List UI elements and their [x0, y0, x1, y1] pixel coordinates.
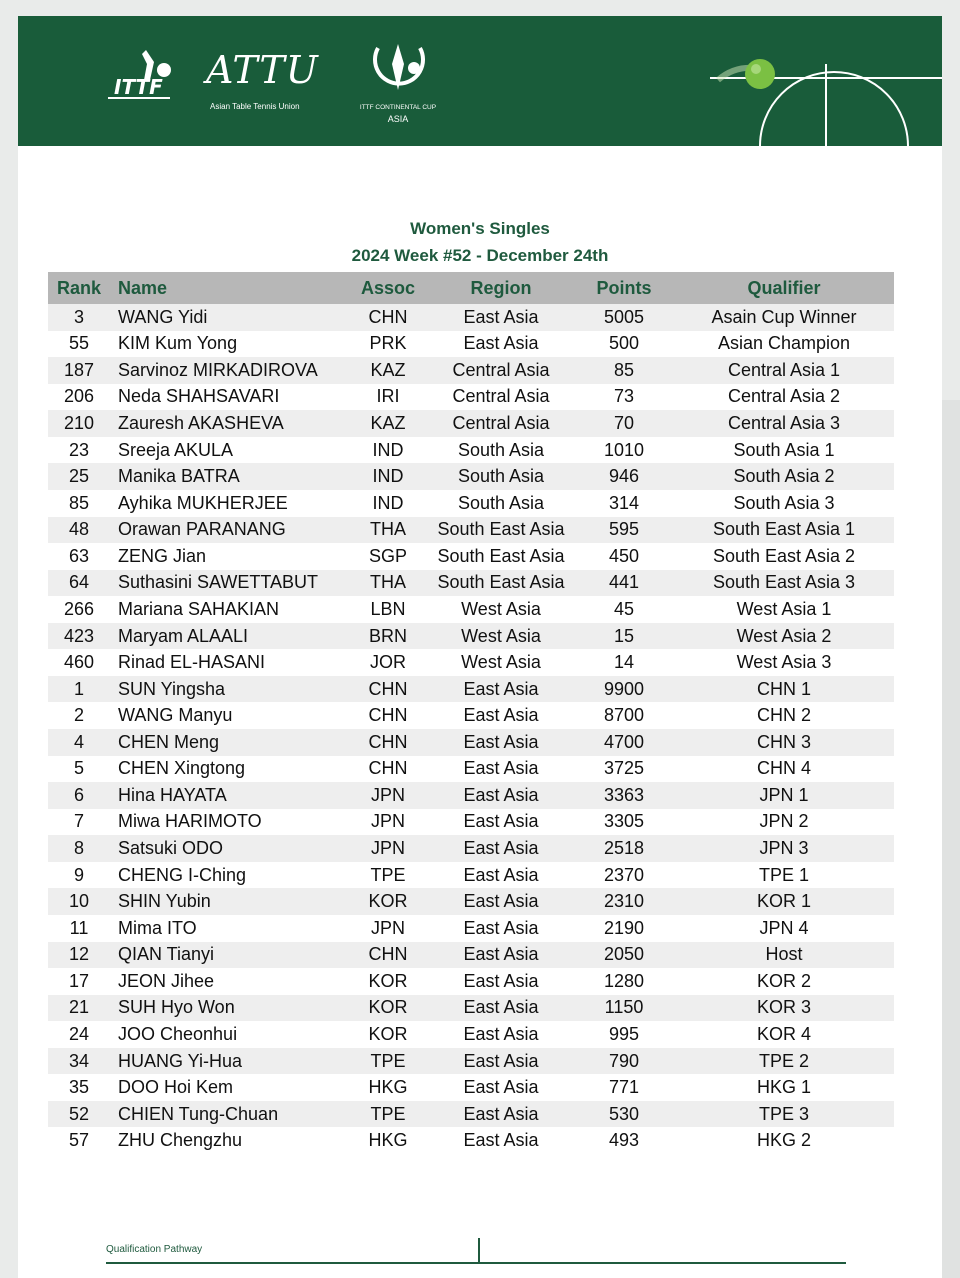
- cell-qualifier: South East Asia 1: [674, 517, 894, 544]
- table-row: [48, 676, 894, 703]
- cell-assoc: KOR: [368, 1023, 408, 1044]
- cell-region: East Asia: [463, 970, 539, 991]
- table-row: [48, 756, 894, 783]
- cell-assoc: KAZ: [348, 410, 428, 437]
- cell-assoc: KOR: [368, 970, 408, 991]
- cell-points: 70: [574, 410, 674, 437]
- cell-qualifier: CHN 3: [674, 729, 894, 756]
- cell-region: East Asia: [463, 1077, 539, 1098]
- table-row: [48, 649, 894, 676]
- cell-qualifier: Central Asia 2: [727, 386, 841, 407]
- cell-points: 3363: [574, 782, 674, 809]
- cell-qualifier: JPN 2: [759, 811, 809, 832]
- cell-region: East Asia: [428, 1101, 574, 1128]
- cell-rank: 57: [68, 1130, 90, 1151]
- cell-assoc: SGP: [368, 545, 407, 566]
- cup-region: ASIA: [387, 114, 409, 124]
- cell-region: South East Asia: [437, 545, 565, 566]
- cell-qualifier: JPN 3: [674, 835, 894, 862]
- cell-assoc: IND: [372, 492, 404, 513]
- cell-points: 2310: [574, 888, 674, 915]
- cell-name: ZHU Chengzhu: [118, 1130, 243, 1151]
- cell-points: 441: [574, 570, 674, 597]
- cell-region: East Asia: [428, 942, 574, 969]
- cell-name: Zauresh AKASHEVA: [110, 410, 348, 437]
- cell-rank: 4: [48, 729, 110, 756]
- cell-qualifier: JPN 4: [759, 917, 809, 938]
- table-row: [48, 1074, 894, 1101]
- cell-qualifier: South East Asia 3: [674, 570, 894, 597]
- cell-qualifier: CHN 1: [674, 676, 894, 703]
- table-row: [48, 596, 894, 623]
- header-qualifier: Qualifier: [674, 272, 894, 304]
- cell-points: 995: [608, 1023, 640, 1044]
- cell-points: 1280: [603, 970, 645, 991]
- cell-assoc: TPE: [370, 864, 406, 885]
- cell-assoc: JPN: [348, 782, 428, 809]
- cell-name: ZENG Jian: [118, 545, 207, 566]
- cell-name: Mariana SAHAKIAN: [118, 598, 280, 619]
- cell-qualifier: KOR 3: [674, 995, 894, 1022]
- cell-assoc: TPE: [348, 1048, 428, 1075]
- table-row: [48, 942, 894, 969]
- cell-points: 3725: [603, 758, 645, 779]
- cell-qualifier: South East Asia 2: [712, 545, 856, 566]
- cup-subtitle: ITTF CONTINENTAL CUP: [359, 104, 437, 111]
- cell-assoc: IND: [372, 439, 404, 460]
- cell-assoc: KOR: [348, 995, 428, 1022]
- cell-points: 771: [608, 1077, 640, 1098]
- cell-region: East Asia: [463, 917, 539, 938]
- table-row: [48, 835, 894, 862]
- cell-assoc: JPN: [370, 917, 405, 938]
- cell-name: SUN Yingsha: [110, 676, 348, 703]
- cell-region: East Asia: [428, 676, 574, 703]
- cell-points: 500: [608, 333, 640, 354]
- header-assoc: Assoc: [348, 272, 428, 304]
- cell-assoc: THA: [348, 517, 428, 544]
- cell-region: Central Asia: [452, 386, 550, 407]
- cell-name: CHENG I-Ching: [118, 864, 247, 885]
- document-sheet: [18, 16, 942, 1278]
- cell-points: 1010: [603, 439, 645, 460]
- cell-name: HUANG Yi-Hua: [110, 1048, 348, 1075]
- cell-qualifier: West Asia 3: [736, 652, 832, 673]
- table-row: [48, 384, 894, 411]
- table-row: [48, 304, 894, 331]
- cell-qualifier: Asain Cup Winner: [674, 304, 894, 331]
- cell-name: SUH Hyo Won: [110, 995, 348, 1022]
- cell-name: Mima ITO: [118, 917, 197, 938]
- cell-rank: 21: [48, 995, 110, 1022]
- cell-assoc: IND: [348, 463, 428, 490]
- ittf-logo-text: ITTF: [114, 75, 163, 99]
- cell-name: Ayhika MUKHERJEE: [118, 492, 288, 513]
- cell-region: East Asia: [428, 835, 574, 862]
- cell-rank: 25: [48, 463, 110, 490]
- table-row: [48, 463, 894, 490]
- cell-rank: 24: [68, 1023, 90, 1044]
- cell-points: 595: [574, 517, 674, 544]
- cell-name: KIM Kum Yong: [118, 333, 238, 354]
- cell-points: 1150: [574, 995, 674, 1022]
- table-row: [48, 968, 894, 995]
- cell-assoc: KAZ: [348, 357, 428, 384]
- cell-region: West Asia: [428, 623, 574, 650]
- cell-rank: 12: [48, 942, 110, 969]
- cell-rank: 6: [48, 782, 110, 809]
- header-region: Region: [428, 272, 574, 304]
- cell-points: 2050: [574, 942, 674, 969]
- cell-qualifier: CHN 2: [756, 705, 811, 726]
- cell-rank: 52: [48, 1101, 110, 1128]
- cell-qualifier: Central Asia 3: [674, 410, 894, 437]
- cell-qualifier: Asian Champion: [717, 333, 851, 354]
- cell-points: 9900: [574, 676, 674, 703]
- cell-qualifier: Central Asia 1: [674, 357, 894, 384]
- cell-rank: 5: [73, 758, 84, 779]
- cell-name: Miwa HARIMOTO: [118, 811, 262, 832]
- cell-rank: 11: [69, 917, 89, 938]
- cell-region: East Asia: [428, 888, 574, 915]
- table-row: [48, 888, 894, 915]
- cell-rank: 34: [48, 1048, 110, 1075]
- table-row: [48, 782, 894, 809]
- cell-region: East Asia: [463, 864, 539, 885]
- cell-assoc: CHN: [348, 942, 428, 969]
- cell-name: Suthasini SAWETTABUT: [110, 570, 348, 597]
- cell-region: West Asia: [461, 598, 541, 619]
- page-subtitle: 2024 Week #52 - December 24th: [351, 246, 609, 265]
- cell-name: SHIN Yubin: [110, 888, 348, 915]
- table-row: [48, 357, 894, 384]
- cell-region: East Asia: [463, 705, 539, 726]
- table-row: [48, 1021, 894, 1048]
- cell-assoc: JPN: [348, 835, 428, 862]
- cell-name: CHEN Meng: [110, 729, 348, 756]
- cell-qualifier: KOR 4: [756, 1023, 812, 1044]
- header-name: Name: [110, 272, 348, 304]
- cell-rank: 1: [48, 676, 110, 703]
- cell-points: 15: [574, 623, 674, 650]
- cell-assoc: PRK: [369, 333, 407, 354]
- continental-cup-logo: [348, 38, 448, 128]
- footer-divider: [478, 1238, 480, 1264]
- cell-qualifier: Host: [674, 942, 894, 969]
- cell-assoc: CHN: [368, 705, 408, 726]
- table-row: [48, 729, 894, 756]
- header-banner: [18, 16, 942, 146]
- cell-name: DOO Hoi Kem: [118, 1077, 234, 1098]
- table-row: [48, 331, 894, 358]
- table-row: [48, 543, 894, 570]
- page-title: Women's Singles: [410, 219, 550, 238]
- cell-region: South East Asia: [428, 517, 574, 544]
- cell-points: 2370: [603, 864, 645, 885]
- cell-name: Sreeja AKULA: [118, 439, 234, 460]
- cell-rank: 48: [48, 517, 110, 544]
- table-header-row: [48, 272, 894, 304]
- cell-assoc: HKG: [368, 1130, 408, 1151]
- table-row: [48, 862, 894, 889]
- cell-rank: 35: [68, 1077, 90, 1098]
- header-rank: Rank: [48, 272, 110, 304]
- table-row: [48, 490, 894, 517]
- cell-region: East Asia: [463, 758, 539, 779]
- cell-qualifier: KOR 1: [674, 888, 894, 915]
- cell-qualifier: TPE 2: [674, 1048, 894, 1075]
- cell-region: South East Asia: [428, 570, 574, 597]
- cell-name: CHIEN Tung-Chuan: [110, 1101, 348, 1128]
- cell-rank: 10: [48, 888, 110, 915]
- cell-qualifier: West Asia 2: [674, 623, 894, 650]
- cell-rank: 64: [48, 570, 110, 597]
- table-row: [48, 1127, 894, 1154]
- cell-qualifier: JPN 1: [674, 782, 894, 809]
- cell-rank: 210: [48, 410, 110, 437]
- cell-points: 2518: [574, 835, 674, 862]
- cell-assoc: JOR: [370, 652, 406, 673]
- attu-subtitle: Asian Table Tennis Union: [210, 102, 300, 111]
- cell-qualifier: HKG 1: [756, 1077, 812, 1098]
- cell-name: JOO Cheonhui: [118, 1023, 238, 1044]
- ittf-logo: [104, 46, 176, 116]
- cell-qualifier: TPE 1: [758, 864, 810, 885]
- cell-assoc: TPE: [348, 1101, 428, 1128]
- cell-points: 450: [608, 545, 640, 566]
- cell-qualifier: TPE 3: [674, 1101, 894, 1128]
- table-tennis-ball-icon: [698, 16, 942, 146]
- page-edge: [942, 400, 960, 1278]
- cell-assoc: CHN: [348, 304, 428, 331]
- cell-rank: 7: [73, 811, 84, 832]
- cell-assoc: CHN: [368, 758, 408, 779]
- table-row: [48, 1048, 894, 1075]
- cell-name: Neda SHAHSAVARI: [118, 386, 280, 407]
- cell-qualifier: KOR 2: [756, 970, 812, 991]
- cell-points: 530: [574, 1101, 674, 1128]
- cell-region: East Asia: [428, 995, 574, 1022]
- cell-name: Hina HAYATA: [110, 782, 348, 809]
- cell-rank: 3: [48, 304, 110, 331]
- cell-rank: 206: [63, 386, 95, 407]
- cell-points: 790: [574, 1048, 674, 1075]
- cell-name: JEON Jihee: [118, 970, 215, 991]
- table-row: [48, 702, 894, 729]
- cell-rank: 8: [48, 835, 110, 862]
- attu-wordmark: ATTU: [206, 48, 319, 92]
- table-row: [48, 809, 894, 836]
- cell-points: 493: [608, 1130, 640, 1151]
- cell-name: Maryam ALAALI: [110, 623, 348, 650]
- cell-assoc: KOR: [348, 888, 428, 915]
- cell-name: Rinad EL-HASANI: [118, 652, 266, 673]
- cell-assoc: CHN: [348, 729, 428, 756]
- table-row: [48, 517, 894, 544]
- cell-rank: 460: [63, 652, 95, 673]
- cell-qualifier: South Asia 1: [733, 439, 835, 460]
- cell-rank: 17: [68, 970, 90, 991]
- cell-assoc: HKG: [368, 1077, 408, 1098]
- cell-qualifier: West Asia 1: [736, 598, 832, 619]
- cell-qualifier: South Asia 2: [674, 463, 894, 490]
- cell-assoc: THA: [348, 570, 428, 597]
- cell-region: East Asia: [463, 1130, 539, 1151]
- cell-points: 8700: [603, 705, 645, 726]
- table-row: [48, 995, 894, 1022]
- cell-rank: 266: [63, 598, 95, 619]
- cell-rank: 63: [68, 545, 90, 566]
- cell-points: 2190: [603, 917, 645, 938]
- table-row: [48, 410, 894, 437]
- cell-region: East Asia: [428, 1048, 574, 1075]
- cell-qualifier: CHN 4: [756, 758, 811, 779]
- cell-region: Central Asia: [428, 410, 574, 437]
- rankings-table: [48, 272, 894, 1154]
- cell-rank: 55: [68, 333, 90, 354]
- cell-name: Satsuki ODO: [110, 835, 348, 862]
- cell-region: Central Asia: [428, 357, 574, 384]
- cell-region: East Asia: [428, 782, 574, 809]
- cell-region: South Asia: [428, 463, 574, 490]
- cell-name: Sarvinoz MIRKADIROVA: [110, 357, 348, 384]
- cell-points: 946: [574, 463, 674, 490]
- cell-name: QIAN Tianyi: [110, 942, 348, 969]
- cell-region: East Asia: [428, 304, 574, 331]
- cell-points: 14: [613, 652, 635, 673]
- table-row: [48, 570, 894, 597]
- cell-region: South Asia: [457, 492, 545, 513]
- cell-name: CHEN Xingtong: [118, 758, 246, 779]
- cell-region: West Asia: [461, 652, 541, 673]
- cell-points: 5005: [574, 304, 674, 331]
- table-row: [48, 437, 894, 464]
- cell-points: 73: [613, 386, 635, 407]
- cell-rank: 2: [73, 705, 84, 726]
- cell-rank: 23: [68, 439, 90, 460]
- cell-region: East Asia: [463, 1023, 539, 1044]
- footer-rule: [106, 1262, 846, 1264]
- cell-region: East Asia: [463, 333, 539, 354]
- cell-region: East Asia: [428, 729, 574, 756]
- header-points: Points: [574, 272, 674, 304]
- table-row: [48, 1101, 894, 1128]
- cell-region: South Asia: [457, 439, 545, 460]
- cell-qualifier: HKG 2: [756, 1130, 812, 1151]
- cell-assoc: BRN: [348, 623, 428, 650]
- cell-qualifier: South Asia 3: [733, 492, 835, 513]
- cell-points: 45: [613, 598, 635, 619]
- attu-logo: [196, 48, 346, 116]
- cell-name: WANG Yidi: [110, 304, 348, 331]
- cell-rank: 9: [73, 864, 84, 885]
- cell-rank: 85: [68, 492, 90, 513]
- cell-name: Orawan PARANANG: [110, 517, 348, 544]
- cell-points: 85: [574, 357, 674, 384]
- cell-points: 314: [608, 492, 640, 513]
- cell-rank: 423: [48, 623, 110, 650]
- table-row: [48, 915, 894, 942]
- cell-points: 3305: [603, 811, 645, 832]
- table-row: [48, 623, 894, 650]
- cell-assoc: CHN: [348, 676, 428, 703]
- cell-points: 4700: [574, 729, 674, 756]
- cell-assoc: IRI: [376, 386, 400, 407]
- cell-name: Manika BATRA: [110, 463, 348, 490]
- footer-label: Qualification Pathway: [106, 1244, 203, 1255]
- cell-name: WANG Manyu: [118, 705, 233, 726]
- cell-rank: 187: [48, 357, 110, 384]
- cell-assoc: JPN: [370, 811, 405, 832]
- cell-region: East Asia: [463, 811, 539, 832]
- cell-assoc: LBN: [370, 598, 406, 619]
